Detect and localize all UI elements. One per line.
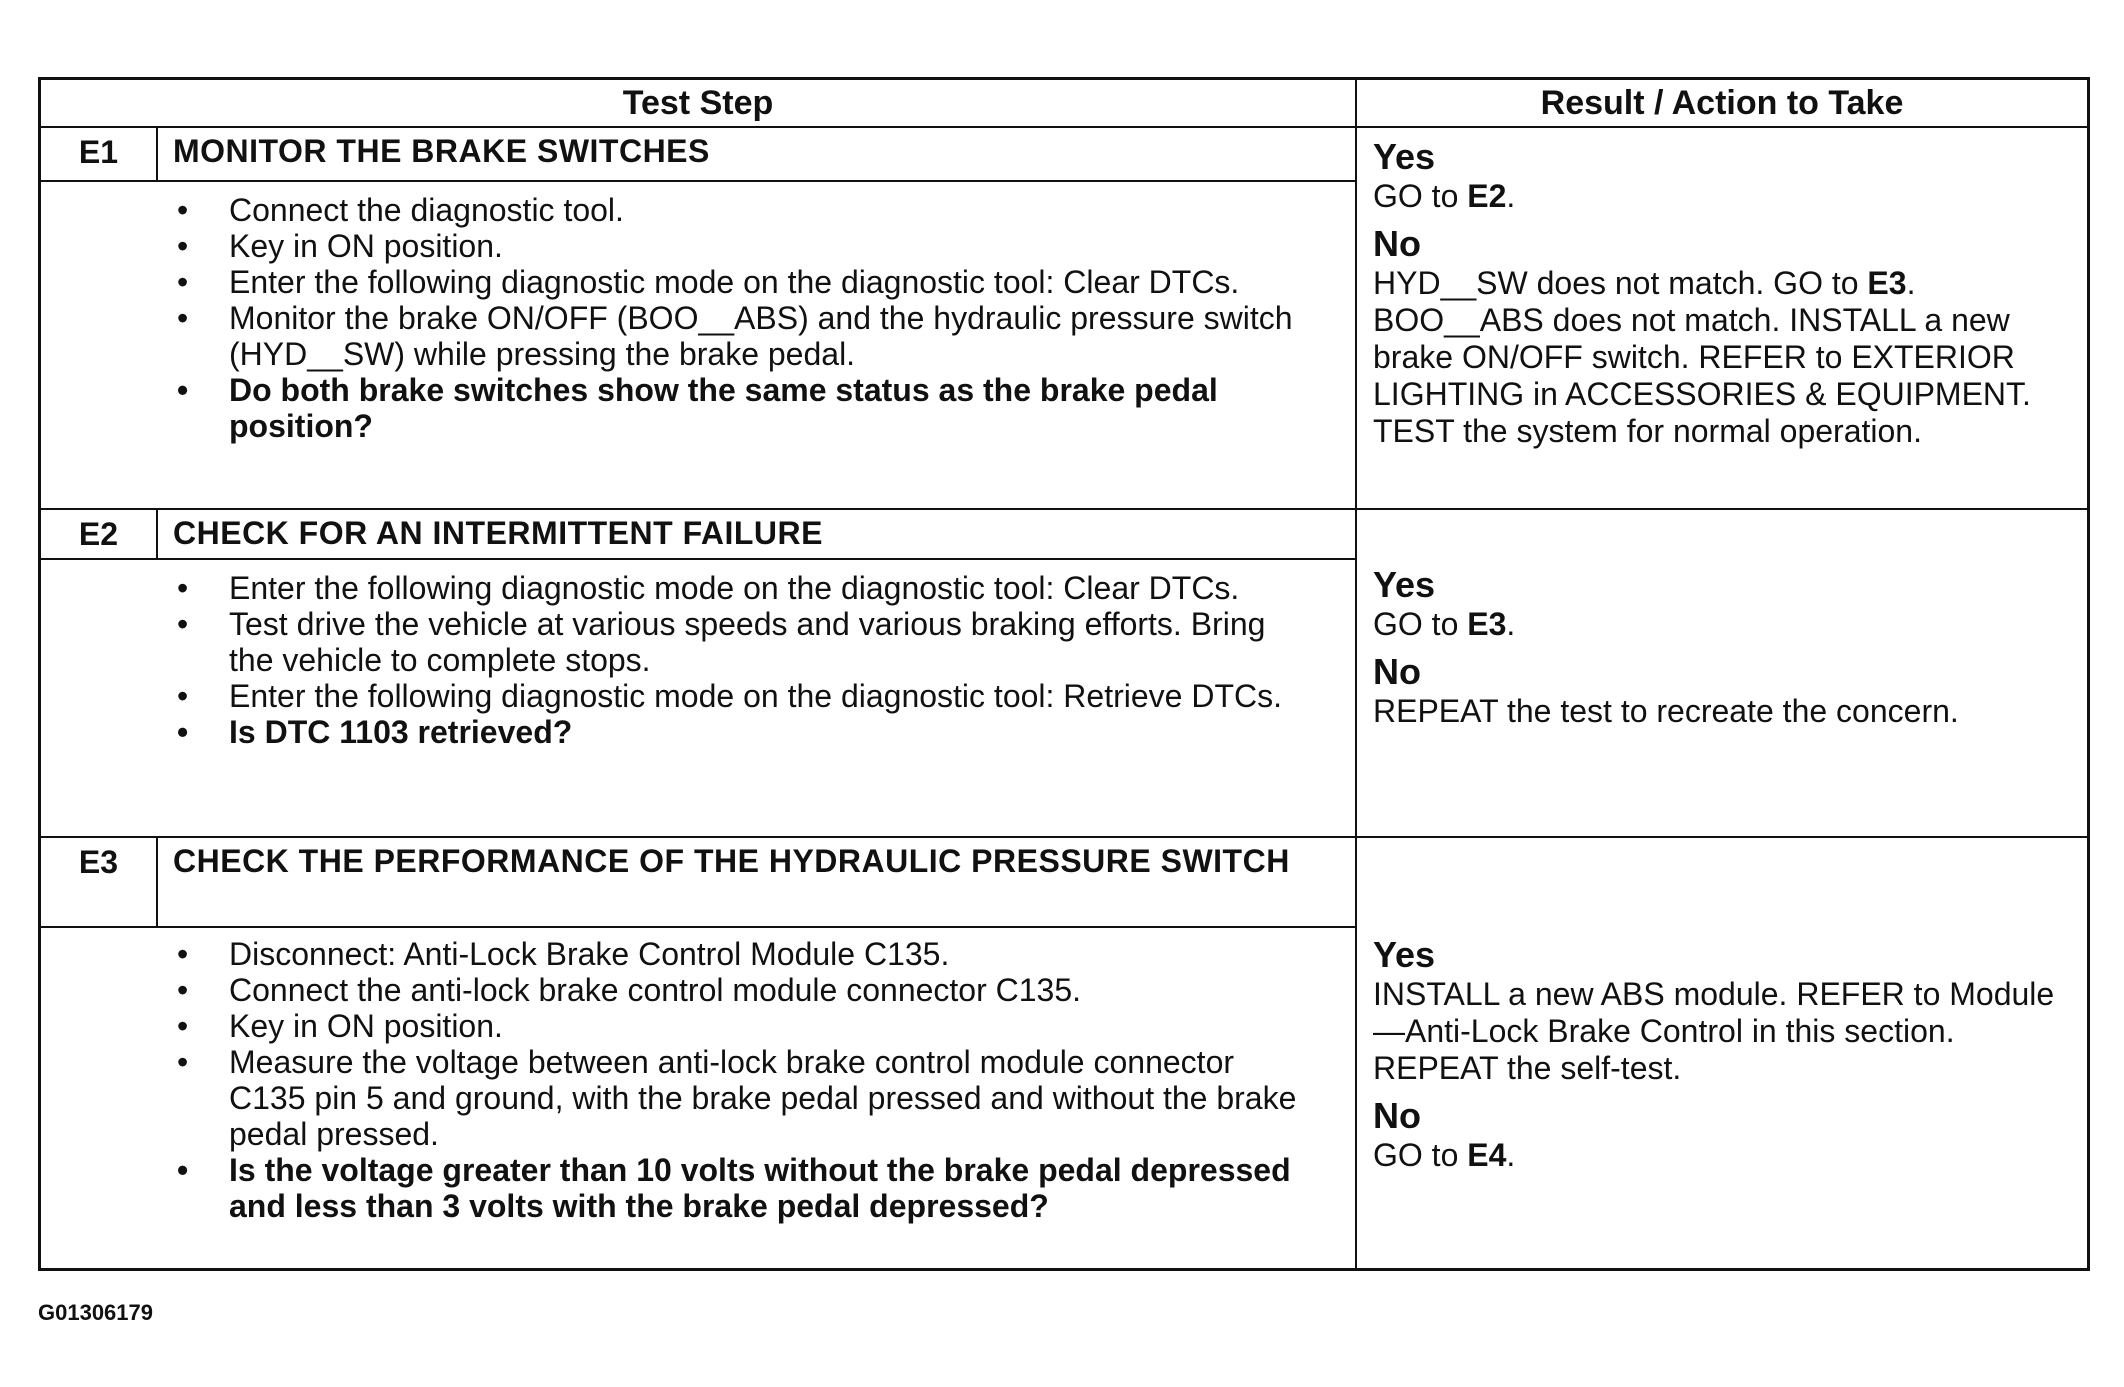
step-reference: E4 <box>1467 1137 1507 1173</box>
column-header-test-step: Test Step <box>41 80 1357 128</box>
step-reference: E2 <box>1467 178 1507 214</box>
no-label: No <box>1373 1095 1421 1136</box>
instruction-item: • Connect the diagnostic tool. <box>173 192 1315 228</box>
instruction-item: • Enter the following diagnostic mode on the diagnostic tool: Clear DTCs. <box>173 264 1315 300</box>
instruction-item: • Enter the following diagnostic mode on the diagnostic tool: Retrieve DTCs. <box>173 678 1315 714</box>
step-e2-instructions <box>173 570 1315 750</box>
figure-id: G01306179 <box>38 1300 153 1325</box>
instruction-item: • Measure the voltage between anti-lock brake control module connector C135 pin 5 and ground, with the brake pedal pressed and without the brake pedal pressed. <box>173 1044 1315 1152</box>
step-reference: E3 <box>1467 606 1507 642</box>
instruction-item: • Monitor the brake ON/OFF (BOO__ABS) and the hydraulic pressure switch (HYD__SW) while pressing the brake pedal. <box>173 300 1315 372</box>
yes-label: Yes <box>1373 136 1436 177</box>
no-action: REPEAT the test to recreate the concern. <box>1373 693 1959 729</box>
step-question: • Is DTC 1103 retrieved? <box>173 714 1315 750</box>
test-step-e2 <box>41 510 2087 836</box>
step-e1-test-cell <box>41 128 1357 508</box>
instruction-item: • Key in ON position. <box>173 1008 1315 1044</box>
step-e2-test-cell <box>41 510 1357 836</box>
step-id: E3 <box>41 838 158 926</box>
step-e1-instructions <box>173 192 1315 444</box>
no-label: No <box>1373 651 1421 692</box>
step-e3-title-row <box>41 838 1355 928</box>
step-e3-test-cell <box>41 838 1357 1268</box>
instruction-item: • Key in ON position. <box>173 228 1315 264</box>
step-e1-title-row <box>41 128 1355 182</box>
yes-action: INSTALL a new ABS module. REFER to Module—Anti-Lock Brake Control in this section. REPEAT the self-test. <box>1373 976 2055 1086</box>
step-e1-result-cell <box>1357 128 2087 508</box>
yes-action: GO to E3. <box>1373 606 1516 642</box>
step-id: E2 <box>41 510 158 558</box>
step-title: CHECK THE PERFORMANCE OF THE HYDRAULIC PRESSURE SWITCH <box>173 843 1290 879</box>
no-action: GO to E4. <box>1373 1137 1516 1173</box>
no-label: No <box>1373 223 1421 264</box>
step-question: • Is the voltage greater than 10 volts without the brake pedal depressed and less than 3 volts with the brake pedal depressed? <box>173 1152 1315 1224</box>
yes-label: Yes <box>1373 934 1436 975</box>
test-step-e3 <box>41 838 2087 1268</box>
instruction-item: • Disconnect: Anti-Lock Brake Control Module C135. <box>173 936 1315 972</box>
instruction-item: • Test drive the vehicle at various speeds and various braking efforts. Bring the vehicle to complete stops. <box>173 606 1315 678</box>
step-e2-result-cell <box>1357 510 2087 836</box>
step-e3-instructions <box>173 936 1315 1224</box>
step-title: CHECK FOR AN INTERMITTENT FAILURE <box>173 515 823 551</box>
step-e1-result <box>1373 136 2075 450</box>
no-action: HYD__SW does not match. GO to E3. BOO__ABS does not match. INSTALL a new brake ON/OFF switch. REFER to EXTERIOR LIGHTING in ACCESSORIES & EQUIPMENT. TEST the system for normal operation. <box>1373 265 2031 449</box>
test-step-e1 <box>41 128 2087 508</box>
step-question: • Do both brake switches show the same status as the brake pedal position? <box>173 372 1315 444</box>
step-reference: E3 <box>1867 265 1907 301</box>
yes-label: Yes <box>1373 564 1436 605</box>
instruction-item: • Connect the anti-lock brake control module connector C135. <box>173 972 1315 1008</box>
step-e2-result <box>1373 564 2075 730</box>
step-e2-title-row <box>41 510 1355 560</box>
step-e3-result <box>1373 934 2075 1174</box>
diagnostic-test-table <box>38 77 2090 1271</box>
column-header-result-action: Result / Action to Take <box>1357 80 2087 128</box>
step-e3-result-cell <box>1357 838 2087 1268</box>
step-title: MONITOR THE BRAKE SWITCHES <box>173 133 710 169</box>
step-id: E1 <box>41 128 158 180</box>
instruction-item: • Enter the following diagnostic mode on the diagnostic tool: Clear DTCs. <box>173 570 1315 606</box>
yes-action: GO to E2. <box>1373 178 1516 214</box>
